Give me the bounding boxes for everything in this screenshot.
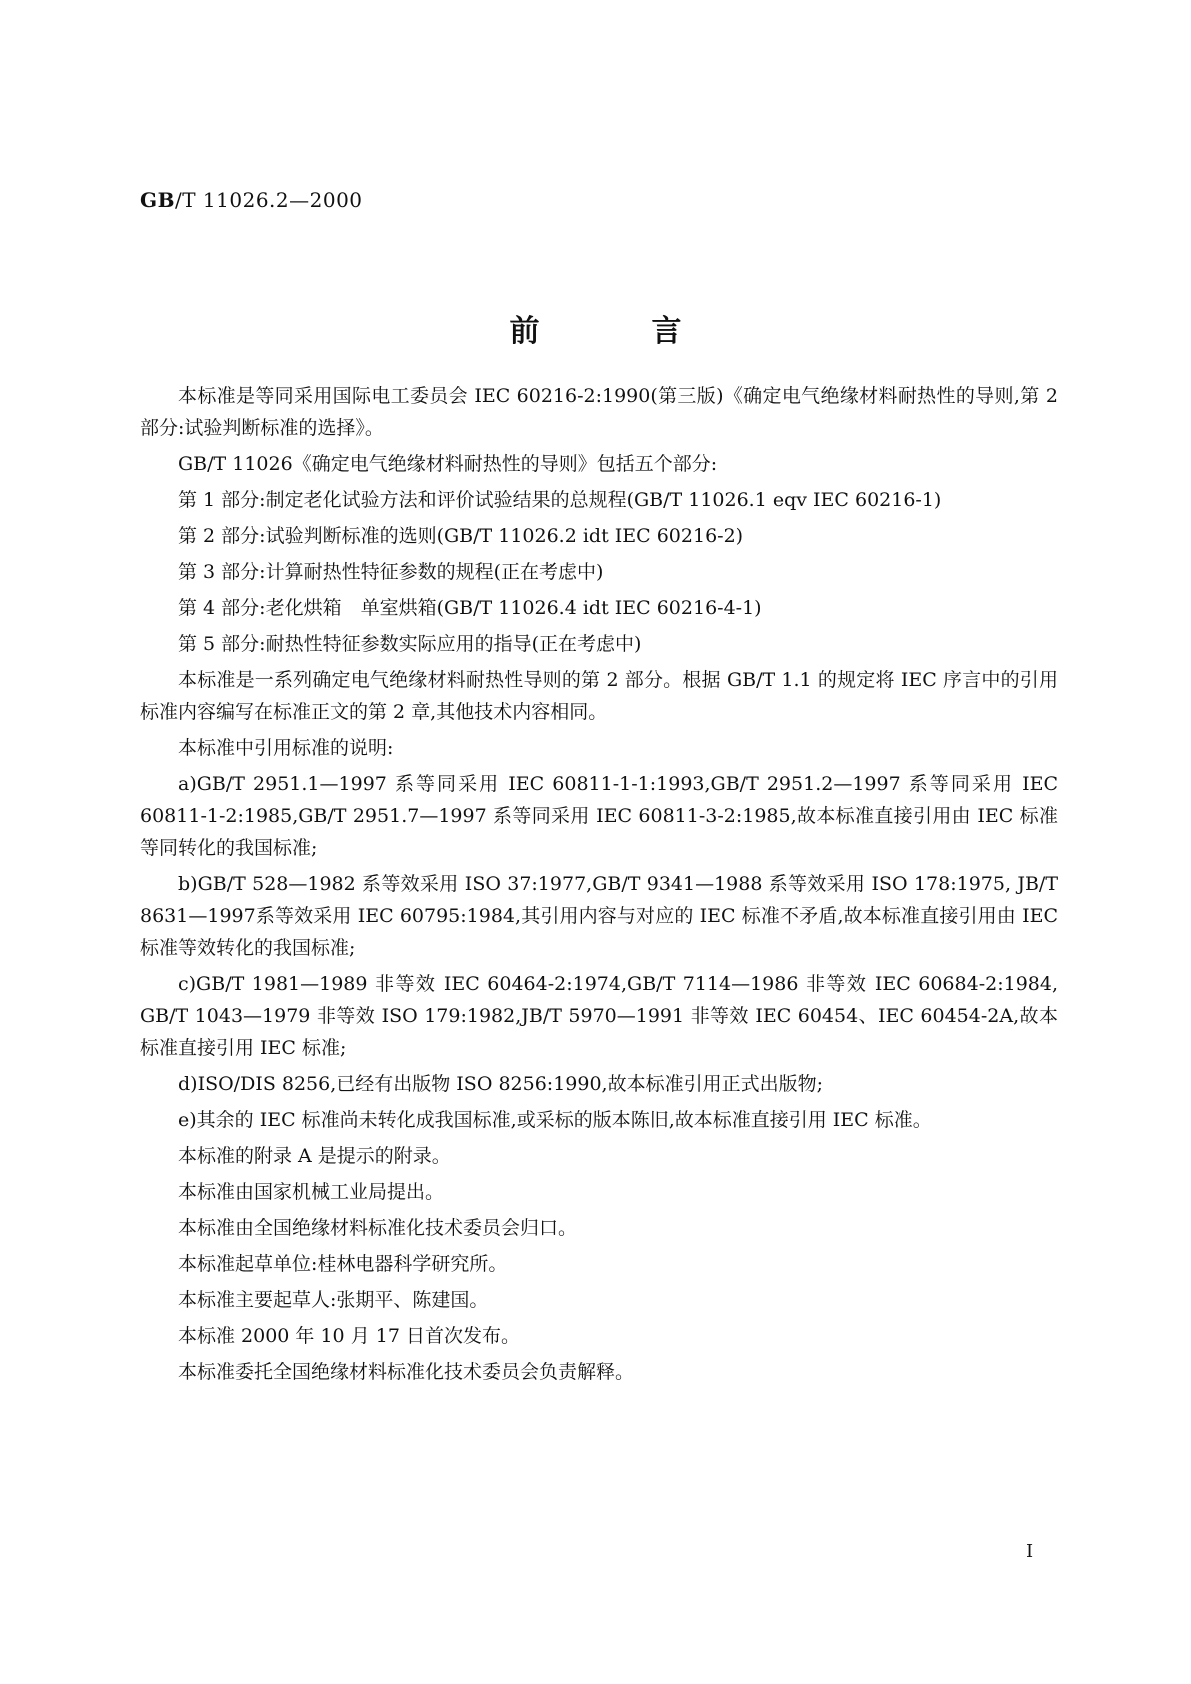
paragraph-appendix: 本标准的附录 A 是提示的附录。 (178, 1145, 451, 1167)
paragraph-part-1: 第 1 部分:制定老化试验方法和评价试验结果的总规程(GB/T 11026.1 eqv IEC 60216-1) (178, 489, 942, 511)
paragraph-part-3: 第 3 部分:计算耐热性特征参数的规程(正在考虑中) (178, 561, 604, 583)
paragraph-interpretation: 本标准委托全国绝缘材料标准化技术委员会负责解释。 (178, 1361, 635, 1383)
paragraph-reference-b: b)GB/T 528—1982 系等效采用 ISO 37:1977,GB/T 9341—1988 系等效采用 ISO 178:1975, JB/T 8631—1997系等效采用 IEC 60795:1984,其引用内容与对应的 IEC 标准不矛盾,故本标准直接引用由 IEC 标准等效转化的我国标准; (140, 873, 1058, 959)
paragraph-parts-intro: GB/T 11026《确定电气绝缘材料耐热性的导则》包括五个部分: (178, 453, 718, 475)
paragraph-part-2: 第 2 部分:试验判断标准的选则(GB/T 11026.2 idt IEC 60216-2) (178, 525, 744, 547)
paragraph-proposed-by: 本标准由国家机械工业局提出。 (178, 1181, 445, 1203)
document-code-number: /T 11026.2—2000 (174, 188, 363, 212)
paragraph-drafting-unit: 本标准起草单位:桂林电器科学研究所。 (178, 1253, 508, 1275)
paragraph-release-date: 本标准 2000 年 10 月 17 日首次发布。 (178, 1325, 520, 1347)
page-number: I (1026, 1541, 1034, 1562)
paragraph-reference-d: d)ISO/DIS 8256,已经有出版物 ISO 8256:1990,故本标准引用正式出版物; (178, 1073, 823, 1095)
paragraph-intro: 本标准是等同采用国际电工委员会 IEC 60216-2:1990(第三版)《确定电气绝缘材料耐热性的导则,第 2 部分:试验判断标准的选择》。 (140, 385, 1058, 439)
paragraph-reference-a: a)GB/T 2951.1—1997 系等同采用 IEC 60811-1-1:1993,GB/T 2951.2—1997 系等同采用 IEC 60811-1-2:1985,GB/T 2951.7—1997 系等同采用 IEC 60811-3-2:1985,故本标准直接引用由 IEC 标准等同转化的我国标准; (140, 773, 1058, 859)
foreword-body (140, 380, 1058, 1392)
paragraph-reference-c: c)GB/T 1981—1989 非等效 IEC 60464-2:1974,GB/T 7114—1986 非等效 IEC 60684-2:1984, GB/T 1043—1979 非等效 ISO 179:1982,JB/T 5970—1991 非等效 IEC 60454、IEC 60454-2A,故本标准直接引用 IEC 标准; (140, 973, 1058, 1059)
foreword-title: 前言 (509, 314, 794, 349)
paragraph-references-heading: 本标准中引用标准的说明: (178, 737, 394, 759)
paragraph-drafters: 本标准主要起草人:张期平、陈建国。 (178, 1289, 489, 1311)
paragraph-part-4: 第 4 部分:老化烘箱 单室烘箱(GB/T 11026.4 idt IEC 60216-4-1) (178, 597, 762, 619)
document-code-prefix: GB (140, 188, 175, 212)
paragraph-part-5: 第 5 部分:耐热性特征参数实际应用的指导(正在考虑中) (178, 633, 642, 655)
paragraph-centralized-by: 本标准由全国绝缘材料标准化技术委员会归口。 (178, 1217, 578, 1239)
paragraph-reference-e: e)其余的 IEC 标准尚未转化成我国标准,或采标的版本陈旧,故本标准直接引用 IEC 标准。 (178, 1109, 932, 1131)
document-code (140, 188, 363, 212)
paragraph-series-note: 本标准是一系列确定电气绝缘材料耐热性导则的第 2 部分。根据 GB/T 1.1 的规定将 IEC 序言中的引用标准内容编写在标准正文的第 2 章,其他技术内容相同。 (140, 669, 1058, 723)
